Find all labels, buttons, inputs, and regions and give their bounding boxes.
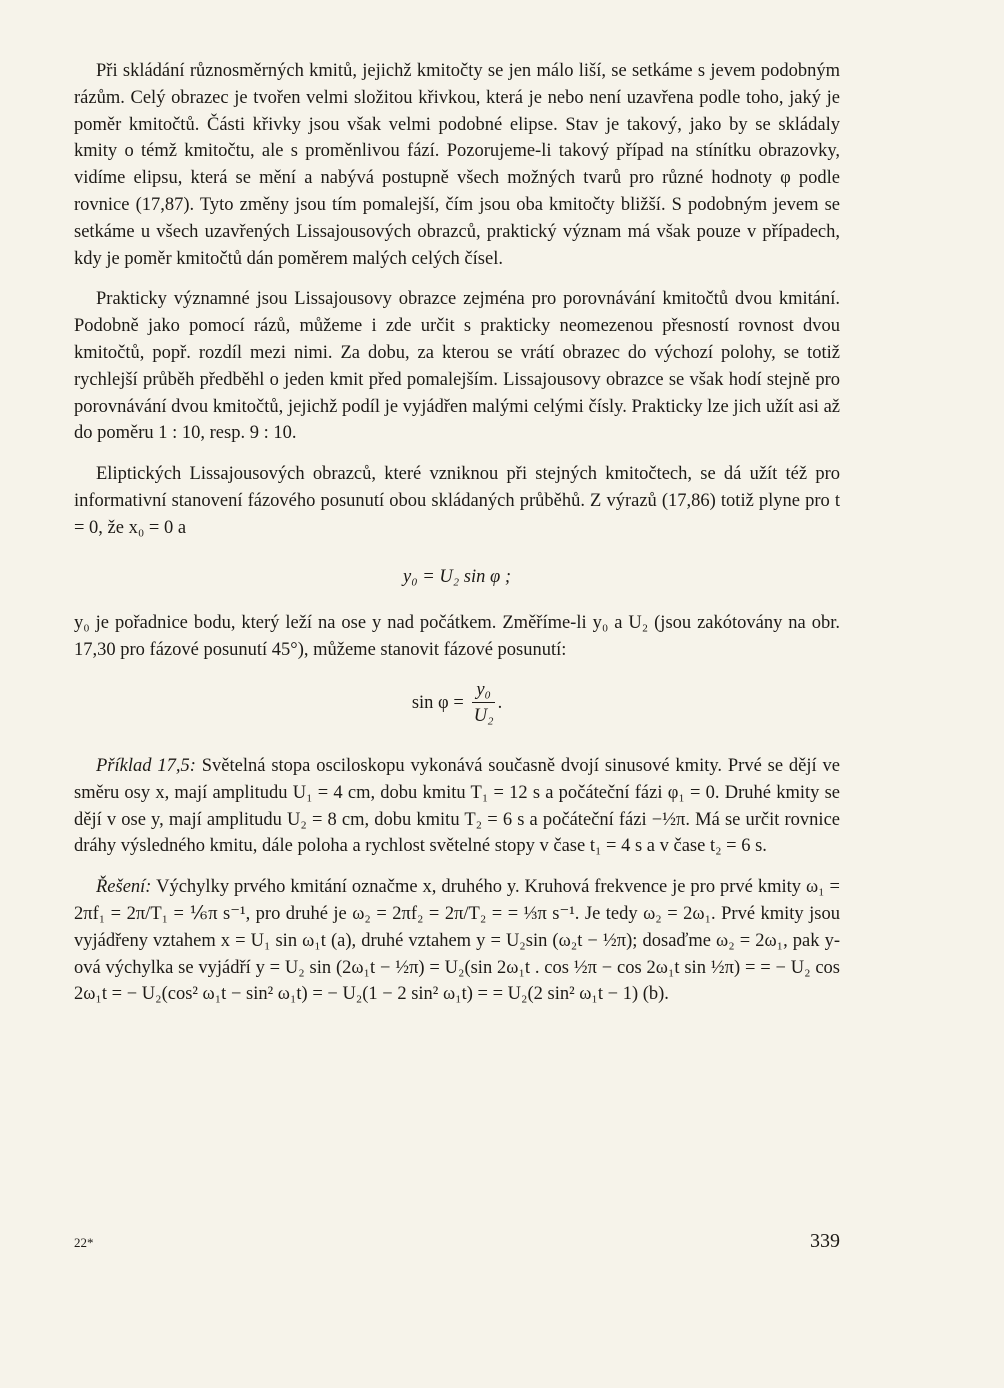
example-paragraph — [74, 753, 840, 860]
solution-paragraph — [74, 874, 840, 1008]
equation-sin-phi — [74, 678, 840, 729]
fraction-denominator: U₂ — [473, 705, 494, 726]
solution-label: Řešení: — [96, 877, 152, 898]
page-footer — [74, 1230, 840, 1253]
equation-y0: y₀ = U₂ sin φ ; — [402, 566, 512, 587]
page-number: 339 — [810, 1230, 840, 1252]
body-text — [74, 58, 840, 1016]
equation-sin-phi-lhs: sin φ = — [411, 693, 464, 714]
printer-signature: 22* — [74, 1235, 94, 1250]
example-text: Světelná stopa osciloskopu vykonává současně dvojí sinusové kmity. Prvé se dějí ve směru osy x, mají amplitudu U₁ = 4 cm, dobu kmitu T₁ = 12 s a počáteční fázi φ₁ = 0. Druhé kmity se dějí v ose y, mají amplitudu U₂ = 8 cm, dobu kmitu T₂ = 6 s a počáteční fázi −½π. Má se určit rovnice dráhy výsledného kmitu, dále poloha a rychlost světelné stopy v čase t₁ = 4 s a v čase t₂ = 6 s. — [74, 755, 841, 857]
paragraph-ordinate: y₀ je pořadnice bodu, který leží na ose y nad počátkem. Změříme-li y₀ a U₂ (jsou zakótovány na obr. 17,30 pro fázové posunutí 45°), můžeme stanovit fázové posunutí: — [74, 613, 840, 661]
fraction-numerator: y₀ — [472, 678, 495, 703]
example-label: Příklad 17,5: — [96, 755, 196, 776]
fraction — [470, 678, 498, 729]
paragraph-phase-shift: Eliptických Lissajousových obrazců, které vzniknou při stejných kmitočtech, se dá užít též pro informativní stanovení fázového posunutí obou skládaných průběhů. Z výrazů (17,86) totiž plyne pro t = 0, že x₀ = 0 a — [74, 464, 840, 538]
paragraph-frequency-comparison: Prakticky významné jsou Lissajousovy obrazce zejména pro porovnávání kmitočtů dvou kmitání. Podobně jako pomocí rázů, můžeme i zde určit s prakticky neomezenou přesností rovnost dvou kmitočtů, popř. rozdíl mezi nimi. Za dobu, za kterou se vrátí obrazec do výchozí polohy, se totiž rychlejší průběh předběhl o jeden kmit před pomalejším. Lissajousovy obrazce se však hodí stejně pro porovnávání dvou kmitočtů, jejichž podíl je vyjádřen malými celými čísly. Prakticky lze jich užít asi až do poměru 1 : 10, resp. 9 : 10. — [74, 289, 840, 444]
paragraph-beats: Při skládání různosměrných kmitů, jejichž kmitočty se jen málo liší, se setkáme s jevem podobným rázům. Celý obrazec je tvořen velmi složitou křivkou, která je nebo není uzavřena podle toho, jaký je poměr kmitočtů. Části křivky jsou však velmi podobné elipse. Stav je takový, jako by se skládaly kmity o témž kmitočtu, ale s proměnlivou fází. Pozorujeme-li takový případ na stínítku obrazovky, vidíme elipsu, která se mění a nabývá postupně všech možných tvarů pro různé hodnoty φ podle rovnice (17,87). Tyto změny jsou tím pomalejší, čím jsou oba kmitočty bližší. S podobným jevem se setkáme u všech uzavřených Lissajousových obrazců, praktický význam má však pouze v případech, kdy je poměr kmitočtů dán poměrem malých celých čísel. — [74, 61, 840, 269]
solution-text: Výchylky prvého kmitání označme x, druhého y. Kruhová frekvence je pro prvé kmity ω₁ = 2πf₁ = 2π/T₁ = ⅙π s⁻¹, pro druhé je ω₂ = 2πf₂ = 2π/T₂ = = ⅓π s⁻¹. Je tedy ω₂ = 2ω₁. Prvé kmity jsou vyjádřeny vztahem x = U₁ sin ω₁t (a), druhé vztahem y = U₂sin (ω₂t − ½π); dosaďme ω₂ = 2ω₁, pak y-ová výchylka se vyjádří y = U₂ sin (2ω₁t − ½π) = U₂(sin 2ω₁t . cos ½π − cos 2ω₁t sin ½π) = = − U₂ cos 2ω₁t = − U₂(cos² ω₁t − sin² ω₁t) = − U₂(1 − 2 sin² ω₁t) = = U₂(2 sin² ω₁t − 1) (b). — [74, 877, 840, 1005]
equation-period: . — [497, 693, 503, 714]
